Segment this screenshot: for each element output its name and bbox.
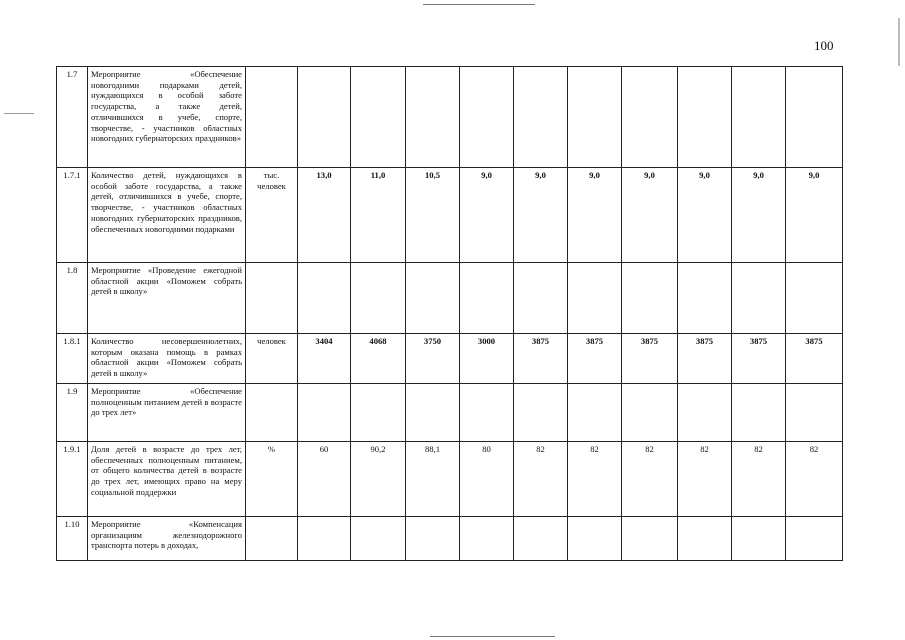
table-row — [57, 517, 843, 561]
row-value-cell: 82 — [678, 442, 732, 517]
row-value-cell — [514, 67, 568, 168]
row-value-cell: 60 — [298, 442, 351, 517]
row-value-cell — [678, 517, 732, 561]
row-value-cell — [568, 384, 622, 442]
row-value-cell — [460, 517, 514, 561]
row-description-cell: Мероприятие «Компенсация организациям железнодорожного транспорта потерь в доходах, — [88, 517, 246, 561]
row-value-cell — [732, 517, 786, 561]
row-description-cell: Мероприятие «Проведение ежегодной областной акции «Поможем собрать детей в школу» — [88, 263, 246, 334]
row-value-cell — [568, 67, 622, 168]
row-unit-cell — [246, 384, 298, 442]
row-value-cell: 10,5 — [406, 168, 460, 263]
row-value-cell — [460, 263, 514, 334]
row-value-cell: 9,0 — [568, 168, 622, 263]
row-value-cell — [406, 67, 460, 168]
row-value-cell — [622, 67, 678, 168]
table-row — [57, 168, 843, 263]
row-value-cell — [622, 384, 678, 442]
row-value-cell: 13,0 — [298, 168, 351, 263]
row-description-cell: Количество детей, нуждающихся в особой заботе государства, а также детей, отличившихся в учебе, спорте, творчестве, - участников областных новогодних губернаторских праздников, обеспеченных новогодними подарками — [88, 168, 246, 263]
row-value-cell: 3875 — [568, 334, 622, 384]
left-scan-mark — [4, 113, 34, 114]
row-value-cell — [732, 263, 786, 334]
row-unit-cell: тыс. человек — [246, 168, 298, 263]
row-unit-cell — [246, 263, 298, 334]
row-value-cell — [568, 263, 622, 334]
row-value-cell: 82 — [568, 442, 622, 517]
page-number: 100 — [814, 38, 834, 53]
indicator-table — [56, 66, 843, 561]
row-value-cell — [298, 384, 351, 442]
row-value-cell — [678, 263, 732, 334]
row-number-cell: 1.8 — [57, 263, 88, 334]
row-value-cell — [351, 263, 406, 334]
row-description-cell: Мероприятие «Обеспечение новогодними подарками детей, нуждающихся в особой заботе государства, а также детей, отличившихся в учебе, спорте, творчестве, - участников областных новогодних губернаторских праздников» — [88, 67, 246, 168]
row-value-cell — [786, 263, 843, 334]
row-value-cell: 3875 — [622, 334, 678, 384]
row-number-cell: 1.10 — [57, 517, 88, 561]
row-value-cell: 3875 — [514, 334, 568, 384]
row-value-cell: 3000 — [460, 334, 514, 384]
row-value-cell: 3875 — [678, 334, 732, 384]
row-number-cell: 1.8.1 — [57, 334, 88, 384]
table-body — [57, 67, 843, 561]
row-value-cell — [568, 517, 622, 561]
row-value-cell — [351, 517, 406, 561]
row-value-cell — [298, 263, 351, 334]
row-number-cell: 1.9.1 — [57, 442, 88, 517]
row-value-cell — [351, 67, 406, 168]
row-unit-cell — [246, 517, 298, 561]
row-value-cell: 82 — [514, 442, 568, 517]
row-value-cell: 82 — [622, 442, 678, 517]
row-value-cell: 9,0 — [732, 168, 786, 263]
row-value-cell — [460, 384, 514, 442]
row-value-cell — [514, 517, 568, 561]
row-value-cell — [514, 384, 568, 442]
row-value-cell — [351, 384, 406, 442]
row-value-cell — [678, 67, 732, 168]
row-value-cell — [622, 517, 678, 561]
right-scan-bar — [898, 18, 900, 66]
row-value-cell — [786, 67, 843, 168]
row-value-cell: 90,2 — [351, 442, 406, 517]
row-value-cell — [786, 384, 843, 442]
table-row — [57, 263, 843, 334]
row-value-cell: 3404 — [298, 334, 351, 384]
row-value-cell: 4068 — [351, 334, 406, 384]
row-value-cell: 9,0 — [460, 168, 514, 263]
row-value-cell — [406, 263, 460, 334]
row-value-cell — [298, 517, 351, 561]
top-scan-line — [423, 4, 535, 5]
row-value-cell: 88,1 — [406, 442, 460, 517]
row-number-cell: 1.7.1 — [57, 168, 88, 263]
row-value-cell: 11,0 — [351, 168, 406, 263]
row-description-cell: Мероприятие «Обеспечение полноценным питанием детей в возрасте до трех лет» — [88, 384, 246, 442]
row-value-cell: 3875 — [732, 334, 786, 384]
row-value-cell: 9,0 — [678, 168, 732, 263]
row-value-cell — [786, 517, 843, 561]
row-value-cell — [298, 67, 351, 168]
row-value-cell: 9,0 — [786, 168, 843, 263]
table-row — [57, 67, 843, 168]
row-value-cell: 82 — [732, 442, 786, 517]
row-value-cell: 80 — [460, 442, 514, 517]
bottom-scan-line — [430, 636, 555, 637]
row-value-cell: 9,0 — [514, 168, 568, 263]
row-value-cell — [406, 384, 460, 442]
row-value-cell: 3750 — [406, 334, 460, 384]
row-value-cell: 3875 — [786, 334, 843, 384]
row-description-cell: Доля детей в возрасте до трех лет, обеспеченных полноценным питанием, от общего количества детей в возрасте до трех лет, имеющих право на меру социальной поддержки — [88, 442, 246, 517]
row-value-cell — [732, 384, 786, 442]
row-value-cell — [514, 263, 568, 334]
row-number-cell: 1.9 — [57, 384, 88, 442]
row-value-cell: 82 — [786, 442, 843, 517]
row-description-cell: Количество несовершеннолетних, которым оказана помощь в рамках областной акции «Поможем собрать детей в школу» — [88, 334, 246, 384]
row-value-cell — [460, 67, 514, 168]
table-row — [57, 442, 843, 517]
row-unit-cell: человек — [246, 334, 298, 384]
row-value-cell — [406, 517, 460, 561]
row-value-cell: 9,0 — [622, 168, 678, 263]
row-value-cell — [732, 67, 786, 168]
table-row — [57, 384, 843, 442]
row-unit-cell: % — [246, 442, 298, 517]
row-number-cell: 1.7 — [57, 67, 88, 168]
table-row — [57, 334, 843, 384]
row-value-cell — [678, 384, 732, 442]
row-value-cell — [622, 263, 678, 334]
row-unit-cell — [246, 67, 298, 168]
